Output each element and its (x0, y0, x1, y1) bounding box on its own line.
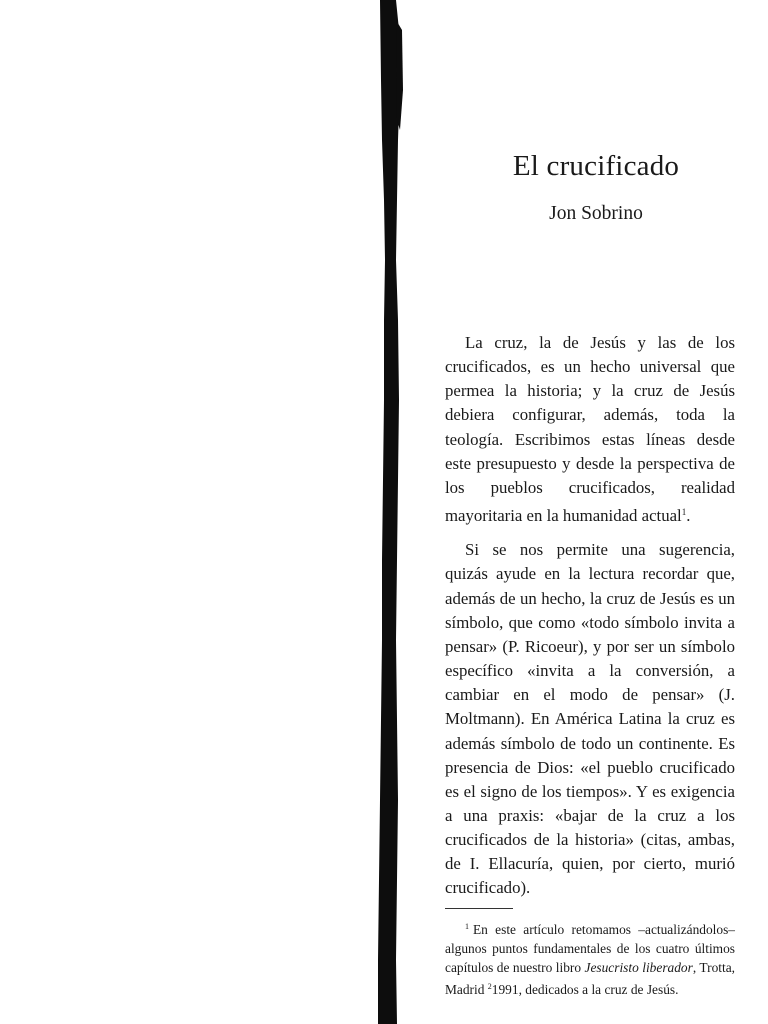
binding-edge (372, 0, 406, 1024)
page-title: El crucificado (512, 150, 680, 182)
author-name: Jon Sobrino (549, 203, 643, 224)
book-title: Jesucristo liberador (584, 960, 693, 975)
footnote-number: 1 (465, 922, 469, 931)
article-body (445, 331, 735, 911)
footnote: $^1$ En este artículo retomamos –actualizándolos– algunos puntos fundamentales de los cuatro últimos capítulos de nuestro libro Jesucristo liberador, Trotta, Madrid $^2$1991, dedicados a la cruz de Jesús. (445, 922, 735, 997)
edition-number: 2 (487, 982, 492, 991)
paragraph-2: Si se nos permite una sugerencia, quizás ayude en la lectura recordar que, además de un hecho, la cruz de Jesús es un símbolo, que como «todo símbolo invita a pensar» (P. Ricoeur), y por ser un símbolo específico «invita a la conversión, a cambiar en el modo de pensar» (J. Moltmann). En América Latina la cruz es además símbolo de todo un continente. Es presencia de Dios: «el pueblo crucificado es el signo de los tiempos». Y es exigencia a una praxis: «bajar de la cruz a los crucificados de la historia» (citas, ambas, de I. Ellacuría, quien, por cierto, murió crucificado). (445, 540, 735, 898)
footnote-ref[interactable]: 1 (681, 507, 687, 518)
paragraph-1: La cruz, la de Jesús y las de los crucificados, es un hecho universal que permea la historia; y la cruz de Jesús debiera configurar, además, toda la teología. Escribimos estas líneas desde este presupuesto y desde la perspectiva de los pueblos crucificados, realidad mayoritaria en la humanidad actual$^1$. (445, 333, 735, 526)
footnote-divider (445, 908, 513, 909)
